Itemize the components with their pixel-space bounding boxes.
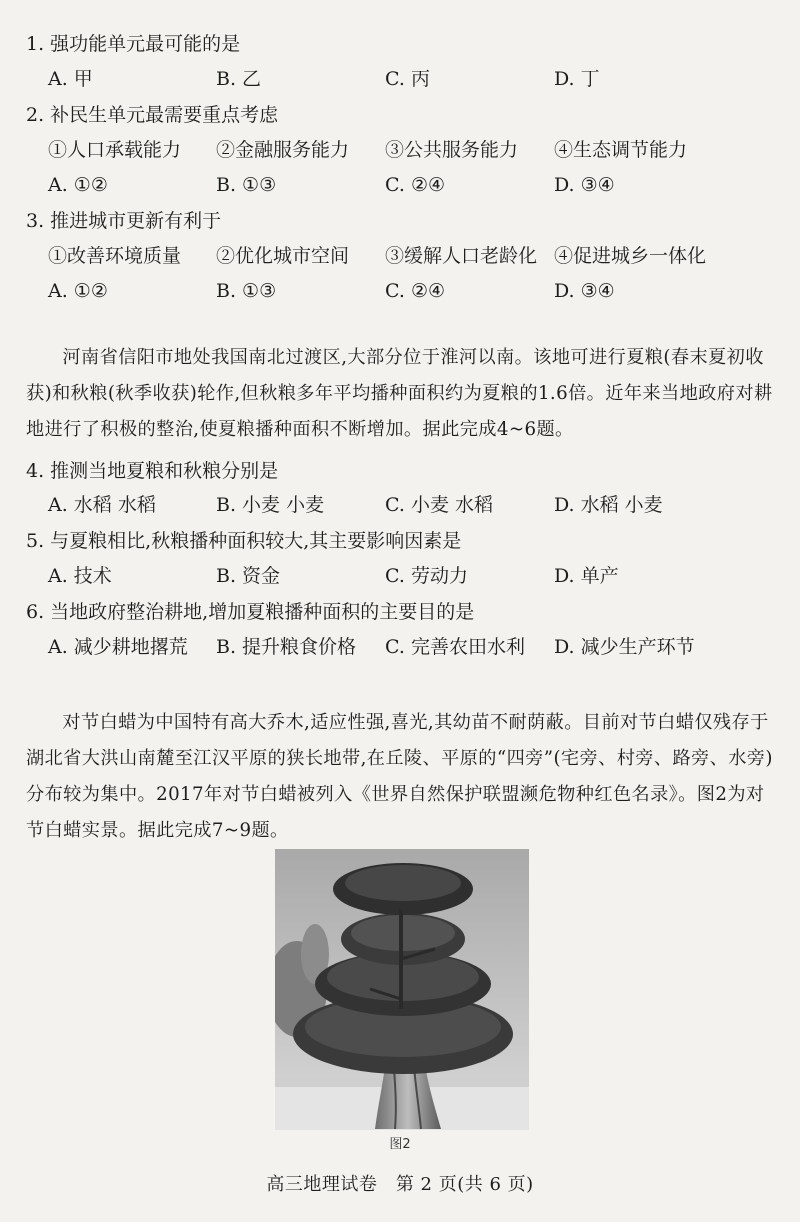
question-4-stem: 4. 推测当地夏粮和秋粮分别是 xyxy=(26,460,279,482)
question-5-options xyxy=(48,563,788,589)
question-5-stem: 5. 与夏粮相比,秋粮播种面积较大,其主要影响因素是 xyxy=(26,530,462,552)
option-c: C. 完善农田水利 xyxy=(385,636,525,658)
statement-3: ③缓解人口老龄化 xyxy=(385,245,538,267)
passage-text: 河南省信阳市地处我国南北过渡区,大部分位于淮河以南。该地可进行夏粮(春末夏初收获)和秋粮(秋季收获)轮作,但秋粮多年平均播种面积约为夏粮的1.6倍。近年来当地政府对耕地进行了积极的整治,使夏粮播种面积不断增加。据此完成4~6题。 xyxy=(26,347,773,440)
option-a: A. 技术 xyxy=(48,565,112,587)
option-b: B. 小麦 小麦 xyxy=(216,494,325,516)
option-b: B. 提升粮食价格 xyxy=(216,636,357,658)
passage-ash-tree xyxy=(26,705,776,849)
question-1-stem: 1. 强功能单元最可能的是 xyxy=(26,33,241,55)
option-c: C. ②④ xyxy=(385,174,446,196)
option-a: A. 减少耕地撂荒 xyxy=(48,636,188,658)
figure-2-photo xyxy=(275,849,529,1130)
page-footer: 高三地理试卷 第 2 页(共 6 页) xyxy=(266,1174,534,1195)
option-a: A. 甲 xyxy=(48,68,93,90)
option-d: D. ③④ xyxy=(554,280,615,302)
option-b: B. ①③ xyxy=(216,174,277,196)
passage-text: 对节白蜡为中国特有高大乔木,适应性强,喜光,其幼苗不耐荫蔽。目前对节白蜡仅残存于湖北省大洪山南麓至江汉平原的狭长地带,在丘陵、平原的“四旁”(宅旁、村旁、路旁、水旁)分布较为集中。2017年对节白蜡被列入《世界自然保护联盟濒危物种红色名录》。图2为对节白蜡实景。据此完成7~9题。 xyxy=(26,712,773,841)
question-2-stem: 2. 补民生单元最需要重点考虑 xyxy=(26,104,279,126)
option-d: D. 水稻 小麦 xyxy=(554,494,663,516)
statement-4: ④生态调节能力 xyxy=(554,139,688,161)
option-c: C. 劳动力 xyxy=(385,565,468,587)
question-2-statements xyxy=(48,137,788,163)
option-a: A. 水稻 水稻 xyxy=(48,494,156,516)
statement-1: ①改善环境质量 xyxy=(48,245,182,267)
statement-3: ③公共服务能力 xyxy=(385,139,519,161)
question-3-stem: 3. 推进城市更新有利于 xyxy=(26,210,222,232)
option-b: B. ①③ xyxy=(216,280,277,302)
question-6-options xyxy=(48,634,788,660)
option-b: B. 资金 xyxy=(216,565,281,587)
option-d: D. 丁 xyxy=(554,68,600,90)
question-6-stem: 6. 当地政府整治耕地,增加夏粮播种面积的主要目的是 xyxy=(26,601,475,623)
tree-image xyxy=(275,849,529,1130)
statement-2: ②优化城市空间 xyxy=(216,245,350,267)
statement-4: ④促进城乡一体化 xyxy=(554,245,707,267)
figure-2-caption: 图2 xyxy=(389,1137,411,1152)
question-2-options xyxy=(48,172,788,198)
question-3-statements xyxy=(48,243,788,269)
option-c: C. ②④ xyxy=(385,280,446,302)
statement-1: ①人口承载能力 xyxy=(48,139,182,161)
passage-xinyang xyxy=(26,340,776,448)
option-c: C. 丙 xyxy=(385,68,430,90)
option-d: D. 减少生产环节 xyxy=(554,636,695,658)
statement-2: ②金融服务能力 xyxy=(216,139,350,161)
question-1-options xyxy=(48,66,788,92)
option-d: D. ③④ xyxy=(554,174,615,196)
option-d: D. 单产 xyxy=(554,565,619,587)
option-a: A. ①② xyxy=(48,174,108,196)
option-c: C. 小麦 水稻 xyxy=(385,494,493,516)
question-4-options xyxy=(48,492,788,518)
option-a: A. ①② xyxy=(48,280,108,302)
option-b: B. 乙 xyxy=(216,68,262,90)
question-3-options xyxy=(48,278,788,304)
